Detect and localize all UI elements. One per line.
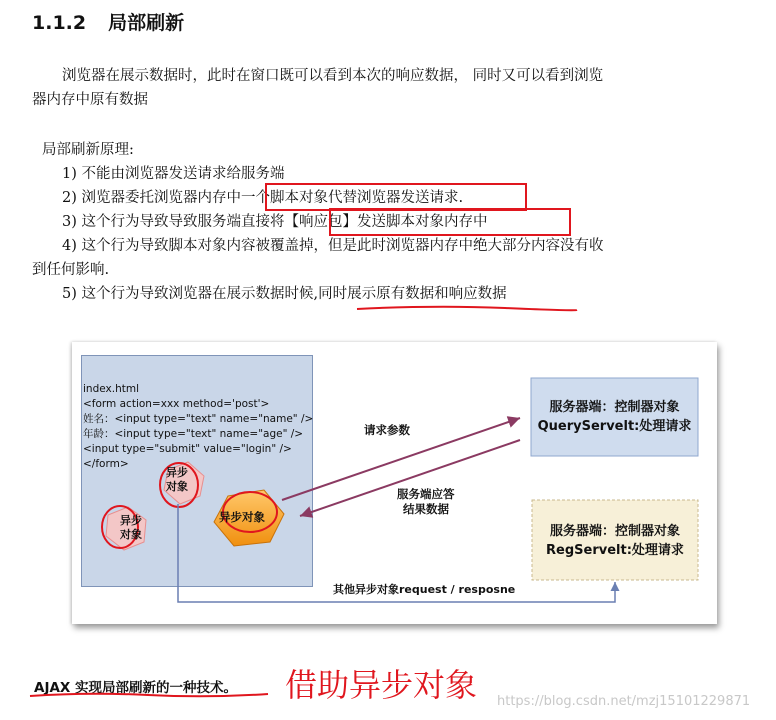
code-line: <input type="submit" value="login" />	[83, 443, 292, 455]
code-line: </form>	[83, 458, 129, 470]
response-label-line-1: 服务端应答	[397, 487, 455, 501]
principle-item-5-text: 5) 这个行为导致浏览器在展示数据时候,	[62, 286, 319, 302]
intro-line-1: 浏览器在展示数据时，此时在窗口既可以看到本次的响应数据， 同时又可以看到浏览	[62, 68, 604, 84]
footer-text: AJAX 实现局部刷新的一种技术。	[34, 680, 238, 696]
section-number: 1.1.2	[32, 12, 87, 34]
server-query	[531, 398, 698, 436]
section-title: 局部刷新	[108, 12, 185, 34]
principle-item-3-highlight: 响应包】发送脚本对象内存中	[299, 214, 488, 230]
handwritten-note: 借助异步对象	[285, 666, 478, 704]
async-object-label-small-2: 异步 对象	[120, 514, 142, 541]
principle-item-4-line-2: 到任何影响.	[32, 262, 110, 278]
principle-item-3-text: 3) 这个行为导致导致服务端直接将【	[62, 214, 299, 230]
request-params-label: 请求参数	[364, 423, 410, 437]
async-object-label-small-1: 异步 对象	[166, 466, 188, 493]
principle-title: 局部刷新原理:	[42, 142, 134, 158]
other-async-label: 其他异步对象request / resposne	[333, 583, 516, 596]
principle-item-4-line-1: 4) 这个行为导致脚本对象内容被覆盖掉，但是此时浏览器内存中绝大部分内容没有收	[62, 238, 604, 254]
server-reg-handler: RegServelt:处理请求	[546, 543, 684, 558]
async-object-label-main: 异步对象	[219, 510, 265, 524]
server-query-title: 服务器端：控制器对象	[549, 400, 680, 415]
code-line: 年龄：<input type="text" name="age" />	[83, 428, 304, 440]
response-label-line-2: 结果数据	[403, 502, 449, 516]
footer-underline	[28, 688, 273, 702]
code-line: index.html	[83, 383, 139, 395]
server-reg-title: 服务器端：控制器对象	[549, 524, 680, 539]
code-line: 姓名：<input type="text" name="name" />	[83, 413, 314, 425]
intro-line-2: 器内存中原有数据	[32, 92, 148, 108]
principle-item-2-highlight: 一个脚本对象代替浏览器发送请求.	[241, 190, 464, 206]
code-line: <form action=xxx method='post'>	[83, 398, 270, 410]
principle-item-2-text: 2) 浏览器委托浏览器内存中	[62, 190, 241, 206]
server-query-handler: QueryServelt:处理请求	[537, 419, 692, 434]
watermark: https://blog.csdn.net/mzj15101229871	[497, 694, 751, 709]
server-reg	[532, 522, 698, 560]
principle-item-1: 1) 不能由浏览器发送请求给服务端	[62, 166, 285, 182]
principle-item-5-highlight: 同时展示原有数据和响应数据	[318, 286, 507, 302]
